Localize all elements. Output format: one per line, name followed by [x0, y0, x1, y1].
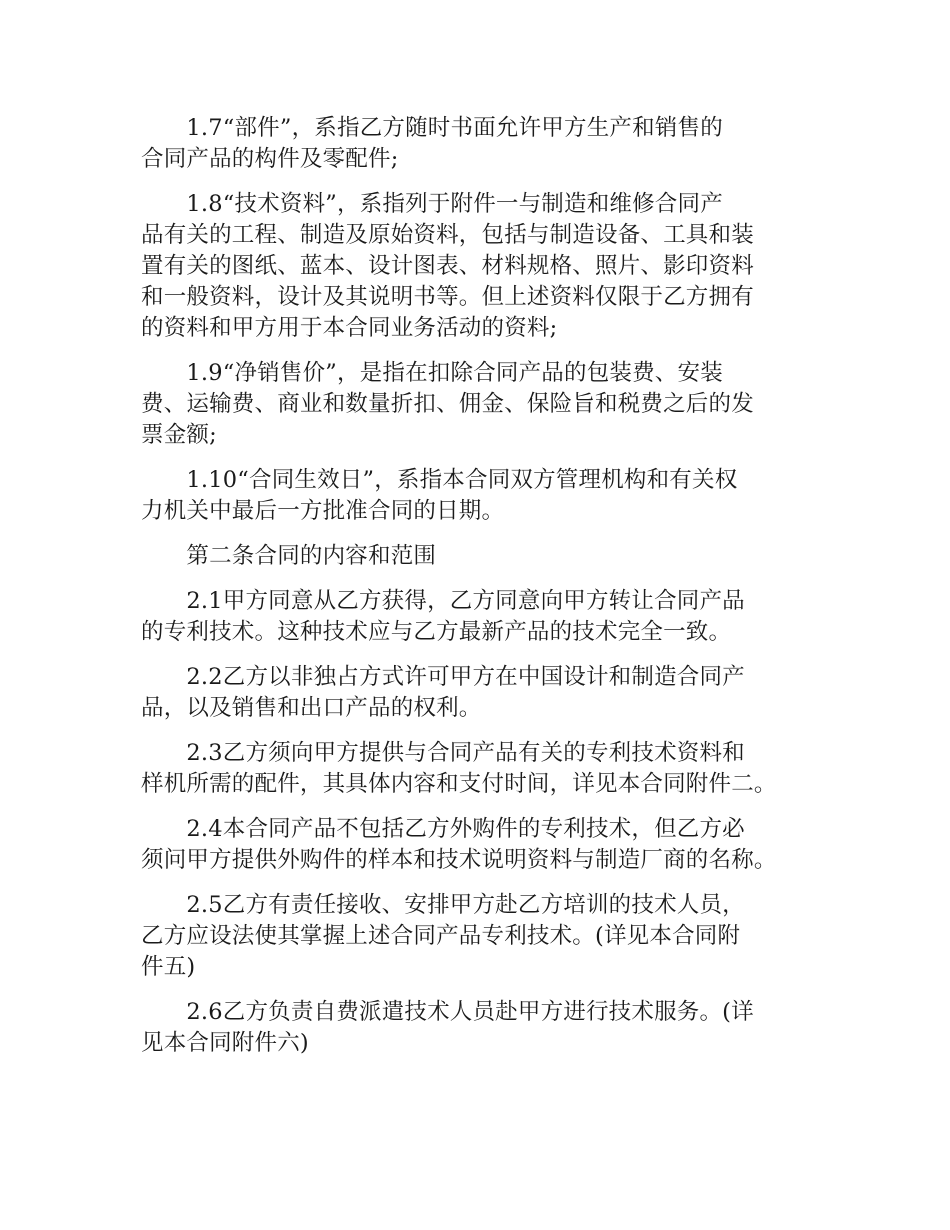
clause-2-3: 2.3乙方须向甲方提供与合同产品有关的专利技术资料和 样机所需的配件，其具体内容和支付时间，详见本合同附件二。: [141, 740, 777, 797]
clause-2-6: 2.6乙方负责自费派遣技术人员赴甲方进行技术服务。(详 见本合同附件六): [141, 999, 754, 1056]
clause-1-10: 1.10“合同生效日”，系指本合同双方管理机构和有关权 力机关中最后一方批准合同的日期。: [141, 467, 738, 524]
article-2-heading: 第二条合同的内容和范围: [141, 543, 437, 569]
clause-2-4: 2.4本合同产品不包括乙方外购件的专利技术，但乙方必 须问甲方提供外购件的样本和技术说明资料与制造厂商的名称。: [141, 816, 777, 873]
document-body: [141, 113, 831, 1073]
clause-2-1: 2.1甲方同意从乙方获得，乙方同意向甲方转让合同产品 的专利技术。这种技术应与乙方最新产品的技术完全一致。: [141, 588, 745, 645]
clause-2-2: 2.2乙方以非独占方式许可甲方在中国设计和制造合同产 品，以及销售和出口产品的权利。: [141, 664, 745, 721]
clause-1-7: 1.7“部件”，系指乙方随时书面允许甲方生产和销售的 合同产品的构件及零配件;: [141, 115, 723, 172]
clause-2-5: 2.5乙方有责任接收、安排甲方赴乙方培训的技术人员， 乙方应设法使其掌握上述合同产品专利技术。(详见本合同附 件五): [141, 892, 745, 980]
clause-1-9: 1.9“净销售价”，是指在扣除合同产品的包装费、安装 费、运输费、商业和数量折扣、佣金、保险旨和税费之后的发 票金额;: [141, 360, 754, 448]
clause-1-8: 1.8“技术资料”，系指列于附件一与制造和维修合同产 品有关的工程、制造及原始资料，包括与制造设备、工具和装 置有关的图纸、蓝本、设计图表、材料规格、照片、影印资料 和一般资料，设计及其说明书等。但上述资料仅限于乙方拥有 的资料和甲方用于本合同业务活动的资料;: [141, 191, 754, 341]
